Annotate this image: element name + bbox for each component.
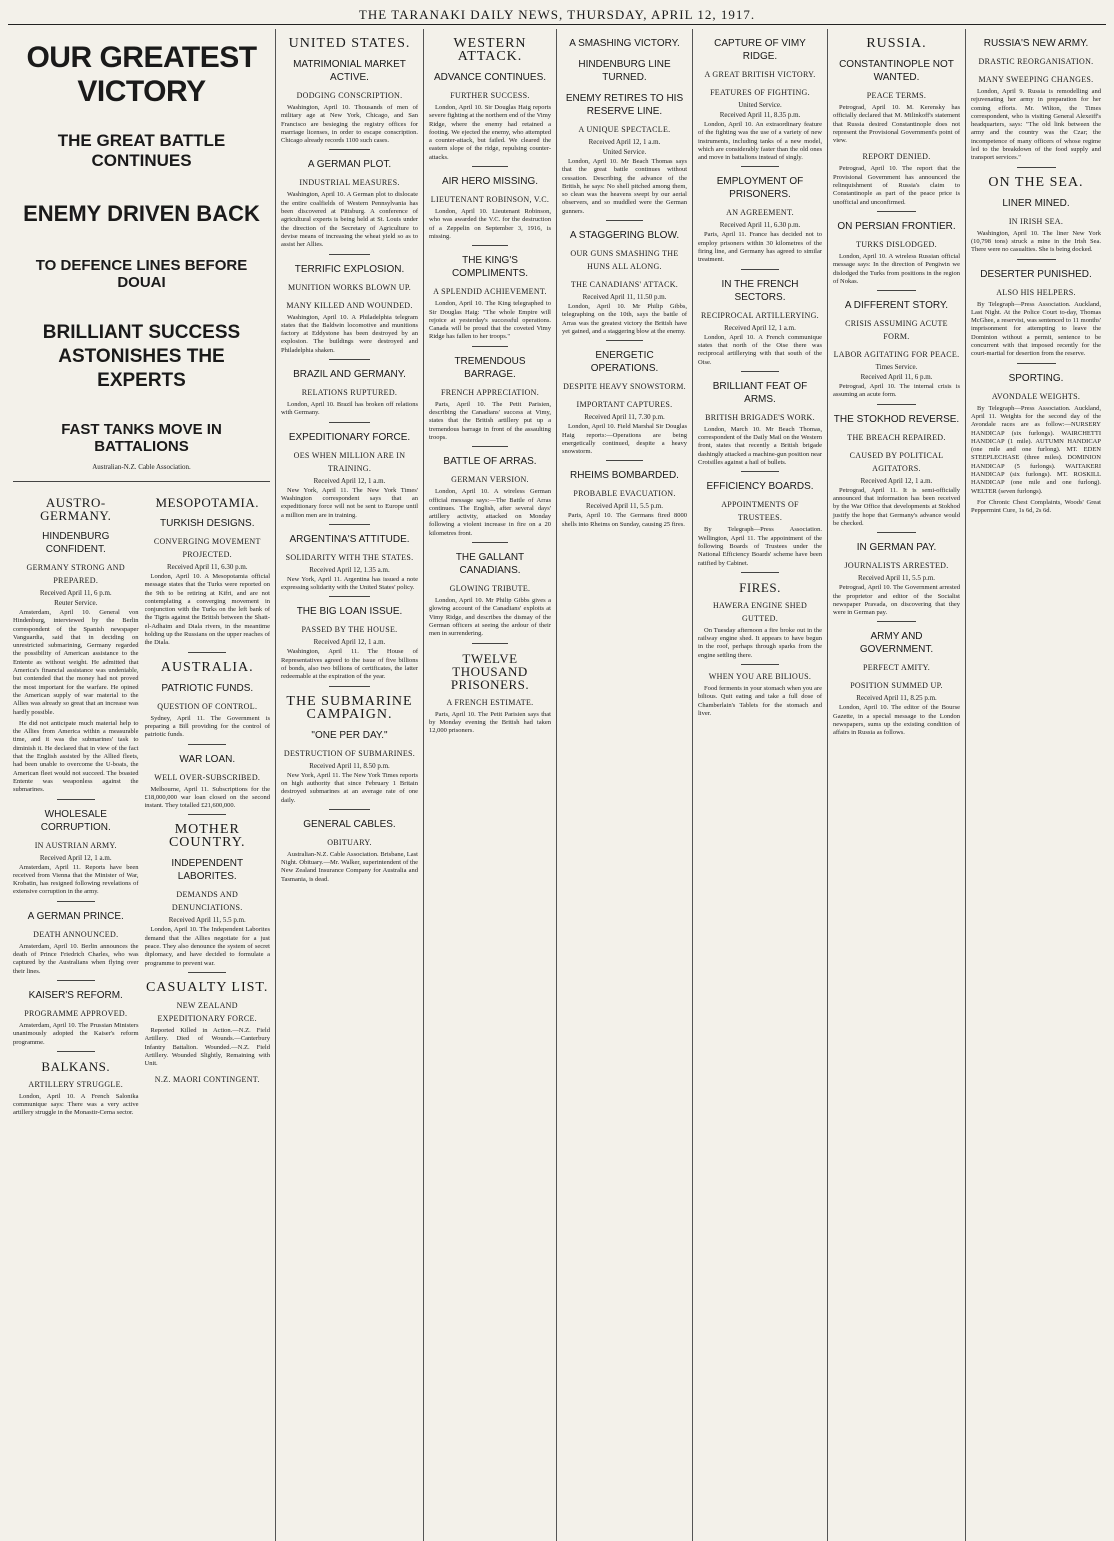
subheadline: AN AGREEMENT. [726, 208, 794, 218]
subheadline: LABOR AGITATING FOR PEACE. [833, 350, 960, 360]
headline: DESERTER PUNISHED. [980, 268, 1092, 280]
subheadline: ENEMY RETIRES TO HIS RESERVE LINE. [565, 93, 684, 117]
subcolumn-right [145, 488, 271, 1121]
subheadline: FRENCH APPRECIATION. [440, 387, 539, 397]
headline: EXPEDITIONARY FORCE. [288, 431, 411, 443]
divider [472, 446, 509, 447]
subheadline: OBITUARY. [327, 837, 372, 847]
dateline: Received April 11, 7.30 p.m. [584, 413, 665, 422]
article-text: Reported Killed in Action.—N.Z. Field Artillery. Died of Wounds.—Canterbury Infantry Battalion. Wounded.—N.Z. Field Artillery. Wounded Slightly, Remaining with Unit. [144, 1026, 270, 1068]
banner-headline: BRILLIANT SUCCESS ASTONISHES THE EXPERTS [42, 322, 241, 391]
subheadline: MANY KILLED AND WOUNDED. [286, 300, 413, 310]
headline: BRILLIANT FEAT OF ARMS. [712, 380, 808, 405]
headline: WESTERN ATTACK. [453, 36, 527, 64]
divider [13, 481, 270, 482]
headline: TREMENDOUS BARRAGE. [454, 355, 526, 380]
divider [188, 814, 226, 815]
article-text: London, April 10. The Independent Laborites demand that the Allies negotiate for a just peace. They also denounce the system of secret diplomacy, and have decided to formulate a programme to prevent war. [144, 926, 270, 967]
article-text: New York, April 11. The New York Times' Washington correspondent says that an expeditionary force will not be sent to Europe until a million men are in training. [281, 486, 418, 519]
subcolumn-left [13, 488, 139, 1121]
article-text: London, April 10. An extraordinary feature of the fighting was the use of a variety of new instruments, including tanks of a new model, which are considerably faster than the old ones and move in battalions instead of singly. [698, 121, 822, 162]
divider [329, 254, 370, 255]
divider [741, 471, 778, 472]
article-text: London, April 10. The King telegraphed to Sir Douglas Haig: "The whole Empire will rejoice at yesterday's successful operations. Canada will be proud that the coveted Vimy Ridge has fallen to her troops." [429, 300, 551, 341]
subheadline: PATRIOTIC FUNDS. [161, 682, 254, 694]
divider [329, 359, 370, 360]
headline: A GERMAN PLOT. [307, 159, 392, 171]
article-text: London, April 10. Lieutenant Robinson, who was awarded the V.C. for the destruction of a Zeppelin on September 3, 1916, is missing. [429, 208, 551, 240]
article-text: Washington, April 11. The House of Representatives agreed to the issue of five billions of bonds, also two billions of certificates, the latter redeemable at the expiration of the year. [281, 648, 418, 681]
article-text: Food ferments in your stomach when you are bilious. Quit eating and take a full dose of Chamberlain's Tablets for the stomach and liver. [698, 685, 822, 717]
subheadline: DRASTIC REORGANISATION. [978, 57, 1094, 66]
headline: RUSSIA. [866, 36, 927, 51]
column-smashing-victory [557, 29, 693, 1541]
article-text: London, April 10. A French communique states that north of the Oise there was reciprocal artillerying with that south of the Oise. [698, 333, 822, 366]
divider [877, 290, 915, 291]
headline: UNITED STATES. [288, 36, 411, 51]
headline: AIR HERO MISSING. [441, 176, 539, 188]
subheadline: GLOWING TRIBUTE. [449, 584, 531, 594]
subheadline: IMPORTANT CAPTURES. [576, 400, 673, 410]
divider [329, 422, 370, 423]
article-text: On Tuesday afternoon a fire broke out in the railway engine shed. It appears to have begun in the roof, perhaps through sparks from the engine settling there. [698, 626, 822, 659]
subheadline: GERMANY STRONG AND PREPARED. [26, 563, 125, 585]
dateline: Received April 12, 1 a.m. [313, 476, 386, 485]
divider [329, 809, 370, 810]
article-text: London, April 10. A Mesopotamia official message states that the Turks were reported on the 9th to be retiring at Kifri, and are not contemplating a converging movement in conjunction with the Turks on the left bank of the Tigris against the British between the Shatt-el-Adhaim and Diala rivers, in the meantime holding up the Russians on the upper reaches of the Diala. [144, 573, 270, 647]
divider [741, 269, 778, 270]
dateline: United Service. [738, 101, 782, 109]
subheadline: A UNIQUE SPECTACLE. [578, 125, 671, 134]
headline: RHEIMS BOMBARDED. [570, 470, 679, 482]
headline: TWELVE THOUSAND PRISONERS. [450, 650, 530, 692]
headline: WHOLESALE CORRUPTION. [40, 808, 111, 833]
headline: TERRIFIC EXPLOSION. [294, 263, 405, 275]
subheadline: "ONE PER DAY." [311, 729, 388, 741]
headline: ARGENTINA'S ATTITUDE. [289, 533, 410, 545]
divider [329, 524, 370, 525]
article-text: London, April 10. A French Salonika communique says: There was a very active artillery struggle in the Monastir-Cerna sector. [13, 1092, 139, 1117]
divider [329, 149, 370, 150]
headline: WAR LOAN. [179, 753, 236, 765]
divider [606, 220, 644, 221]
divider [472, 542, 509, 543]
subheadline: HINDENBURG CONFIDENT. [42, 531, 110, 555]
divider [329, 686, 370, 687]
subheadline: POSITION SUMMED UP. [850, 681, 943, 691]
article-text: London, April 10. A wireless German official message says:—The Battle of Arras continues. The English, after several days' artillery activity, attacked on Monday following a violent increase in fire on a 20 kilometres front. [429, 488, 551, 537]
dateline: Received April 11, 6.30 p.m. [166, 563, 248, 571]
column-lead-story [8, 29, 276, 1541]
article-text: London, March 10. Mr Beach Thomas, correspondent of the Daily Mail on the Western front, states that recently a British brigade dashingly attacked a machine-gun position near Croisilles against a hail of bullets. [698, 425, 823, 467]
divider [741, 572, 778, 573]
article-text: London, April 10. Mr Philip Gibbs, telegraphing on the 10th, says the battle of Arras was the greatest victory the British have yet gained, and a staggering blow at the enemy. [562, 303, 687, 335]
headline: IN THE FRENCH SECTORS. [721, 278, 799, 303]
divider [877, 621, 915, 622]
headline: AUSTRO-GERMANY. [40, 495, 112, 523]
subheadline: MUNITION WORKS BLOWN UP. [287, 282, 412, 292]
divider [472, 643, 509, 644]
article-text: London, April 10. The editor of the Bourse Gazette, in a special message to the London newspapers, sums up the existing condition of affairs in Russia as follows. [833, 704, 960, 737]
dateline: Received April 11, 11.50 p.m. [582, 293, 667, 302]
headline: ARMY AND GOVERNMENT. [859, 631, 934, 656]
article-text: Washington, April 10. A Philadelphia telegram states that the Baldwin locomotive and munitions factory at Eddystone has been destroyed by an explosion. The buildings were destroyed and Philadelphia shaken. [281, 313, 418, 354]
subheadline: WHEN YOU ARE BILIOUS. [708, 672, 812, 682]
subheadline: DODGING CONSCRIPTION. [296, 91, 403, 100]
article-text: Sydney, April 11. The Government is preparing a Bill providing for the control of patriotic funds. [144, 714, 270, 739]
subheadline: CRISIS ASSUMING ACUTE FORM. [845, 319, 948, 342]
subheadline: THE CANADIANS' ATTACK. [570, 280, 679, 290]
subheadline: A GREAT BRITISH VICTORY. [704, 70, 816, 79]
subheadline: JOURNALISTS ARRESTED. [844, 561, 949, 571]
subheadline: PEACE TERMS. [866, 91, 927, 100]
headline: THE BIG LOAN ISSUE. [296, 606, 403, 618]
article-text: London, April 10. Mr Philip Gibbs gives a glowing account of the Canadians' exploits at Vimy Ridge, and describes the dismay of the German officers at seeing the ardour of their men in surrendering. [429, 597, 551, 638]
headline: ON THE SEA. [988, 174, 1084, 190]
subcolumns [13, 488, 270, 1121]
column-vimy-ridge [693, 29, 828, 1541]
subheadline: IN IRISH SEA. [1008, 216, 1064, 226]
article-text: Petrograd, April 10. M. Kerensky has officially declared that M. Milinkoff's statement that Russia desired Constantinople does not represent the Provisional Government's point of view. [833, 104, 960, 145]
subheadline: FEATURES OF FIGHTING. [710, 88, 810, 97]
subheadline: RELATIONS RUPTURED. [301, 388, 398, 398]
headline: RUSSIA'S NEW ARMY. [983, 38, 1089, 49]
subheadline: APPOINTMENTS OF TRUSTEES. [721, 500, 799, 523]
headline: A DIFFERENT STORY. [844, 300, 949, 312]
subheadline: ADVANCE CONTINUES. [433, 72, 547, 83]
dateline: Received April 11, 8.35 p.m. [719, 111, 801, 119]
subheadline: A FRENCH ESTIMATE. [446, 697, 534, 707]
subheadline: OES WHEN MILLION ARE IN TRAINING. [293, 450, 406, 473]
subheadline: DESPITE HEAVY SNOWSTORM. [563, 382, 686, 392]
dateline: Reuter Service. [54, 599, 98, 607]
subheadline: TURKS DISLODGED. [856, 239, 937, 249]
article-text: Australian-N.Z. Cable Association. Brisbane, Last Night. Obituary.—Mr. Walker, superintendent of the New Zealand Insurance Company for Australia and Tasmania, is dead. [281, 850, 418, 883]
subheadline: FURTHER SUCCESS. [450, 91, 530, 100]
dateline: Received April 12, 1 a.m. [860, 476, 933, 485]
article-text: Washington, April 10. The liner New York (10,798 tons) struck a mine in the Irish Sea. There were no casualties. She is being docked. [971, 229, 1101, 254]
dateline: United Service. [602, 148, 647, 156]
divider [57, 980, 95, 981]
divider [57, 1051, 95, 1052]
banner-headline: FAST TANKS MOVE IN BATTALIONS [61, 421, 222, 455]
headline: BRAZIL AND GERMANY. [293, 369, 406, 381]
dateline: Received April 11, 5.5 p.m. [168, 916, 246, 925]
divider [606, 340, 644, 341]
subheadline: TURKISH DESIGNS. [160, 518, 255, 529]
dateline: Received April 12, 1.35 a.m. [309, 565, 390, 574]
article-text: New York, April 11. The New York Times reports on high authority that since February 1 Britain destroyed submarines at an average rate of one daily. [281, 771, 418, 804]
dateline: Received April 12, 1 a.m. [588, 138, 661, 146]
subheadline: THE BREACH REPAIRED. [847, 432, 946, 442]
subheadline: MATRIMONIAL MARKET ACTIVE. [293, 59, 406, 83]
divider [188, 652, 226, 653]
subheadline: REPORT DENIED. [862, 152, 931, 162]
headline: BALKANS. [41, 1058, 111, 1074]
dateline: Received April 12, 1 a.m. [39, 853, 112, 862]
article-text: London, April 10. Mr Beach Thomas says that the great battle continues without cessation. Describing the advance of the British, he says: No shell pitched among them, so clean was the heavens swept by our aerial observers, and so muddled were the German gunners. [562, 158, 687, 215]
subheadline: ARTILLERY STRUGGLE. [28, 1079, 124, 1089]
dateline: Received April 11, 5.5 p.m. [585, 502, 664, 511]
headline: MESOPOTAMIA. [155, 495, 260, 510]
subheadline: BRITISH BRIGADE'S WORK. [705, 412, 815, 422]
divider [741, 371, 778, 372]
divider [606, 460, 644, 461]
article-text: London, April 10. Field Marshal Sir Douglas Haig reports:—Operations are being energetically continued, despite a heavy snowstorm. [562, 423, 687, 456]
article-text: By Telegraph—Press Association. Auckland, Last Night. At the Police Court to-day, Thomas McGhee, a reservist, was sentenced to 11 months' imprisonment for attempting to leave the Dominion without a permit, sentence to be concurrent with that imposed recently for the court-martial for desertion from the reserve. [971, 300, 1101, 358]
headline: EFFICIENCY BOARDS. [706, 481, 814, 493]
subheadline: DEATH ANNOUNCED. [33, 929, 119, 939]
banner-headline: ENEMY DRIVEN BACK [23, 201, 260, 226]
subheadline: LIEUTENANT ROBINSON, V.C. [430, 195, 550, 205]
headline: CASUALTY LIST. [146, 979, 269, 995]
divider [1017, 363, 1056, 364]
dateline: Received April 11, 6 p.m. [39, 589, 112, 597]
divider [741, 664, 778, 665]
divider [877, 532, 915, 533]
headline: A STAGGERING BLOW. [569, 230, 680, 242]
article-text: London, April 9. Russia is remodelling and rejuvenating her army in preparation for her coming efforts. Mr. Wilton, the Times correspondent, who is visiting General Alexeiff's headquarters, says: "The old link between the army and the country was the Czar; the incompetence of many officers of whose regime led to the breakdown of the food supply and transport services." [971, 88, 1101, 162]
article-text: Amsterdam, April 11. Reports have been received from Vienna that the Minister of War, Krobatin, has resigned following revelations of extensive corruption in the army. [13, 863, 139, 896]
divider [472, 346, 509, 347]
divider [741, 166, 778, 167]
divider [877, 211, 915, 212]
headline: ENERGETIC OPERATIONS. [590, 350, 659, 375]
column-united-states [276, 29, 424, 1541]
headline: FIRES. [739, 579, 781, 595]
headline: THE SUBMARINE CAMPAIGN. [286, 693, 413, 722]
headline: IN GERMAN PAY. [856, 542, 937, 554]
advertisement-text: For Chronic Chest Complaints, Woods' Great Peppermint Cure, 1s 6d, 2s 6d. [971, 498, 1101, 515]
column-western-attack [424, 29, 557, 1541]
divider [329, 596, 370, 597]
subheadline: LINER MINED. [1002, 197, 1070, 209]
subheadline: N.Z. MAORI CONTINGENT. [154, 1075, 260, 1085]
divider [472, 166, 509, 167]
subheadline: PROBABLE EVACUATION. [573, 489, 676, 499]
divider [472, 245, 509, 246]
headline: EMPLOYMENT OF PRISONERS. [716, 176, 804, 201]
subheadline: PERFECT AMITY. [862, 663, 931, 673]
divider [188, 972, 226, 973]
article-text: By Telegraph—Press Association. Auckland, April 11. Weights for the second day of the Avondale races are as follow:—NURSERY HANDICAP (six furlongs). WAIRCHETTI HANDICAP (1 mile). AUTUMN HANDICAP (one mile and one furlong). MT. EDEN STEEPLECHASE (three miles). DOMINION HANDICAP (5 furlongs). WAITAKERI HANDICAP (six furlongs). MT. ROSKILL HANDICAP (one mile and one furlong). WELTER (seven furlongs). [971, 404, 1101, 495]
dateline: Received April 11, 8.50 p.m. [309, 761, 390, 770]
article-text: Melbourne, April 11. Subscriptions for the £18,000,000 war loan closed on the second instant. They totalled £21,600,000. [144, 785, 270, 810]
article-text: Amsterdam, April 10. The Prussian Ministers unanimously adopted the Kaiser's reform programme. [13, 1021, 139, 1046]
subheadline: ALSO HIS HELPERS. [996, 287, 1076, 297]
divider [1017, 259, 1056, 260]
headline: CAPTURE OF VIMY RIDGE. [714, 38, 806, 62]
dateline: Received April 12, 1 a.m. [313, 638, 386, 647]
subheadline: DESTRUCTION OF SUBMARINES. [283, 748, 416, 758]
article-text: Paris, April 11. France has decided not to employ prisoners within 30 kilometres of the firing line, and Germany has agreed to similar treatment. [698, 231, 822, 264]
subheadline: A SPLENDID ACHIEVEMENT. [433, 287, 547, 297]
subheadline: PASSED BY THE HOUSE. [301, 625, 398, 635]
dateline: Received April 11, 8.25 p.m. [856, 694, 937, 703]
banner-headline: OUR GREATEST VICTORY [26, 41, 257, 108]
divider [57, 901, 95, 902]
article-text: By Telegraph—Press Association. Wellington, April 11. The appointment of the following Boards of Trustees under the National Efficiency Boards' scheme have been ratified by Cabinet. [698, 526, 822, 567]
dateline: Received April 11, 5.5 p.m. [857, 574, 936, 583]
headline: A SMASHING VICTORY. [569, 38, 680, 49]
article-text: London, April 10. A wireless Russian official message says: In the direction of Pengiwin we dislodged the Turks from positions in the region of Nokas. [833, 252, 960, 285]
headline: KAISER'S REFORM. [28, 989, 123, 1001]
subheadline: QUESTION OF CONTROL. [157, 701, 258, 711]
masthead: THE TARANAKI DAILY NEWS, THURSDAY, APRIL 12, 1917. [8, 6, 1106, 25]
article-text: Amsterdam, April 10. Berlin announces the death of Prince Friedrich Charles, who was captured by the Australians when flying over their lines. [13, 942, 139, 975]
article-text: Petrograd, April 11. It is semi-officially announced that information has been received by the War Office that developments at Stokhod justify the hope that Germany's advance would be checked. [833, 486, 960, 527]
columns [8, 29, 1106, 1541]
divider [57, 799, 95, 800]
subheadline: RECIPROCAL ARTILLERYING. [701, 310, 819, 320]
article-text: Petrograd, April 10. The internal crisis is assuming an acute form. [833, 383, 960, 399]
subheadline: CONVERGING MOVEMENT PROJECTED. [153, 537, 261, 559]
dateline: Received April 12, 1 a.m. [724, 323, 796, 332]
subheadline: INDEPENDENT LABORITES. [171, 858, 244, 883]
subheadline: HAWERA ENGINE SHED GUTTED. [712, 600, 808, 623]
article-text: Petrograd, April 10. The report that the Provisional Government has announced the relinquishment of Russia's claim to Constantinople as part of the peace price is unofficial and unconfirmed. [833, 165, 960, 206]
banner-headline: TO DEFENCE LINES BEFORE DOUAI [35, 257, 248, 291]
headline: THE KING'S COMPLIMENTS. [451, 255, 529, 280]
banner-headline: THE GREAT BATTLE CONTINUES [57, 131, 226, 170]
article-text: Petrograd, April 10. The Government arrested the proprietor and editor of the Socialist newspaper Pravada, on discovering that they were in German pay. [833, 584, 960, 617]
headline: THE STOKHOD REVERSE. [833, 413, 960, 425]
column-russias-new-army [966, 29, 1106, 1541]
subheadline: CONSTANTINOPLE NOT WANTED. [839, 59, 954, 83]
article-text: Washington, April 10. Thousands of men of military age at New York, Chicago, and San Francisco are besieging the registry offices for marriage licenses, in order to escape conscription. Chicago already records 1100 such cases. [281, 104, 418, 145]
subheadline: GERMAN VERSION. [451, 475, 529, 485]
article-text: Paris, April 10. The Petit Parisien says that by Monday evening the British had taken 12,000 prisoners. [429, 710, 551, 735]
article-text: London, April 10. Sir Douglas Haig reports severe fighting at the northern end of the Vimy Ridge, where the enemy had retained a footing. We ejected the enemy, who attempted a counter-attack, but failed. We cleared the eastern slope of the ridge, repulsing counter-attacks. [429, 104, 551, 161]
article-text: New York, April 11. Argentina has issued a note expressing solidarity with the United States' policy. [281, 575, 418, 592]
subheadline: IN AUSTRIAN ARMY. [34, 840, 117, 850]
subheadline: PROGRAMME APPROVED. [24, 1008, 128, 1018]
headline: AUSTRALIA. [160, 659, 254, 675]
dateline: Received April 11, 6.30 p.m. [719, 221, 801, 230]
subheadline: INDUSTRIAL MEASURES. [299, 178, 400, 188]
divider [1017, 167, 1056, 168]
headline: ON PERSIAN FRONTIER. [837, 220, 956, 232]
subheadline: SOLIDARITY WITH THE STATES. [285, 552, 414, 562]
headline: A GERMAN PRINCE. [27, 910, 124, 922]
article-text: Amsterdam, April 10. General von Hindenburg, interviewed by the Berlin correspondent of the Spanish newspaper Vanguardia, said that in deciding on unrestricted submarining, Germany regarded the possibility of American assistance to the Entente as without weight. He admitted that America's financial assistance was undeniable, but contended that the money had not proved the most important for the warfare. He opined the American supply of war material to the Allies was already so great that an increase was hardly possible. [13, 609, 139, 716]
divider [188, 744, 226, 745]
dateline: Received April 11, 6 p.m. [860, 373, 933, 382]
headline: THE GALLANT CANADIANS. [455, 552, 525, 577]
headline: MOTHER COUNTRY. [168, 822, 246, 851]
subheadline: DEMANDS AND DENUNCIATIONS. [171, 890, 243, 913]
subheadline: MANY SWEEPING CHANGES. [978, 75, 1094, 84]
column-russia [828, 29, 966, 1541]
subheadline: NEW ZEALAND EXPEDITIONARY FORCE. [157, 1000, 257, 1023]
article-text: Washington, April 10. A German plot to dislocate the entire coalfields of Western Pennsylvania has been discovered at Pittsburg. A conference of agricultural experts is being held at St. Louis under the direction of the Secretary of Agriculture to devise means of increasing the wheat yield so as to assist her Allies. [281, 191, 418, 249]
article-text: Paris, April 10. The Germans fired 8000 shells into Rheims on Sunday, causing 25 fires. [562, 512, 687, 528]
article-text: He did not anticipate much material help to the Allies from America within a measurable time, and it was the submarines' task to diminish it. He declared that in view of the fact that the English assisted by the Allied fleets, had been unable to overcome the U-boats, the American fleet would not succeed. The boasted Entente was weaponless against the submarines. [13, 719, 139, 794]
headline: GENERAL CABLES. [303, 818, 396, 830]
credit-line: Australian-N.Z. Cable Association. [92, 463, 191, 471]
subheadline: OUR GUNS SMASHING THE HUNS ALL ALONG. [570, 249, 679, 272]
subheadline: AVONDALE WEIGHTS. [991, 391, 1081, 401]
divider [877, 404, 915, 405]
article-text: London, April 10. Brazil has broken off relations with Germany. [281, 401, 418, 417]
dateline: Times Service. [875, 363, 918, 372]
subheadline: WELL OVER-SUBSCRIBED. [154, 772, 261, 782]
subheadline: CAUSED BY POLITICAL AGITATORS. [849, 450, 944, 473]
article-text: Paris, April 10. The Petit Parisien, describing the Canadians' success at Vimy, states that the British artillery put up a tremendous barrage in front of the assaulting troops. [429, 400, 551, 441]
subheadline: HINDENBURG LINE TURNED. [578, 59, 671, 83]
headline: SPORTING. [1008, 372, 1064, 384]
headline: BATTLE OF ARRAS. [443, 456, 537, 468]
